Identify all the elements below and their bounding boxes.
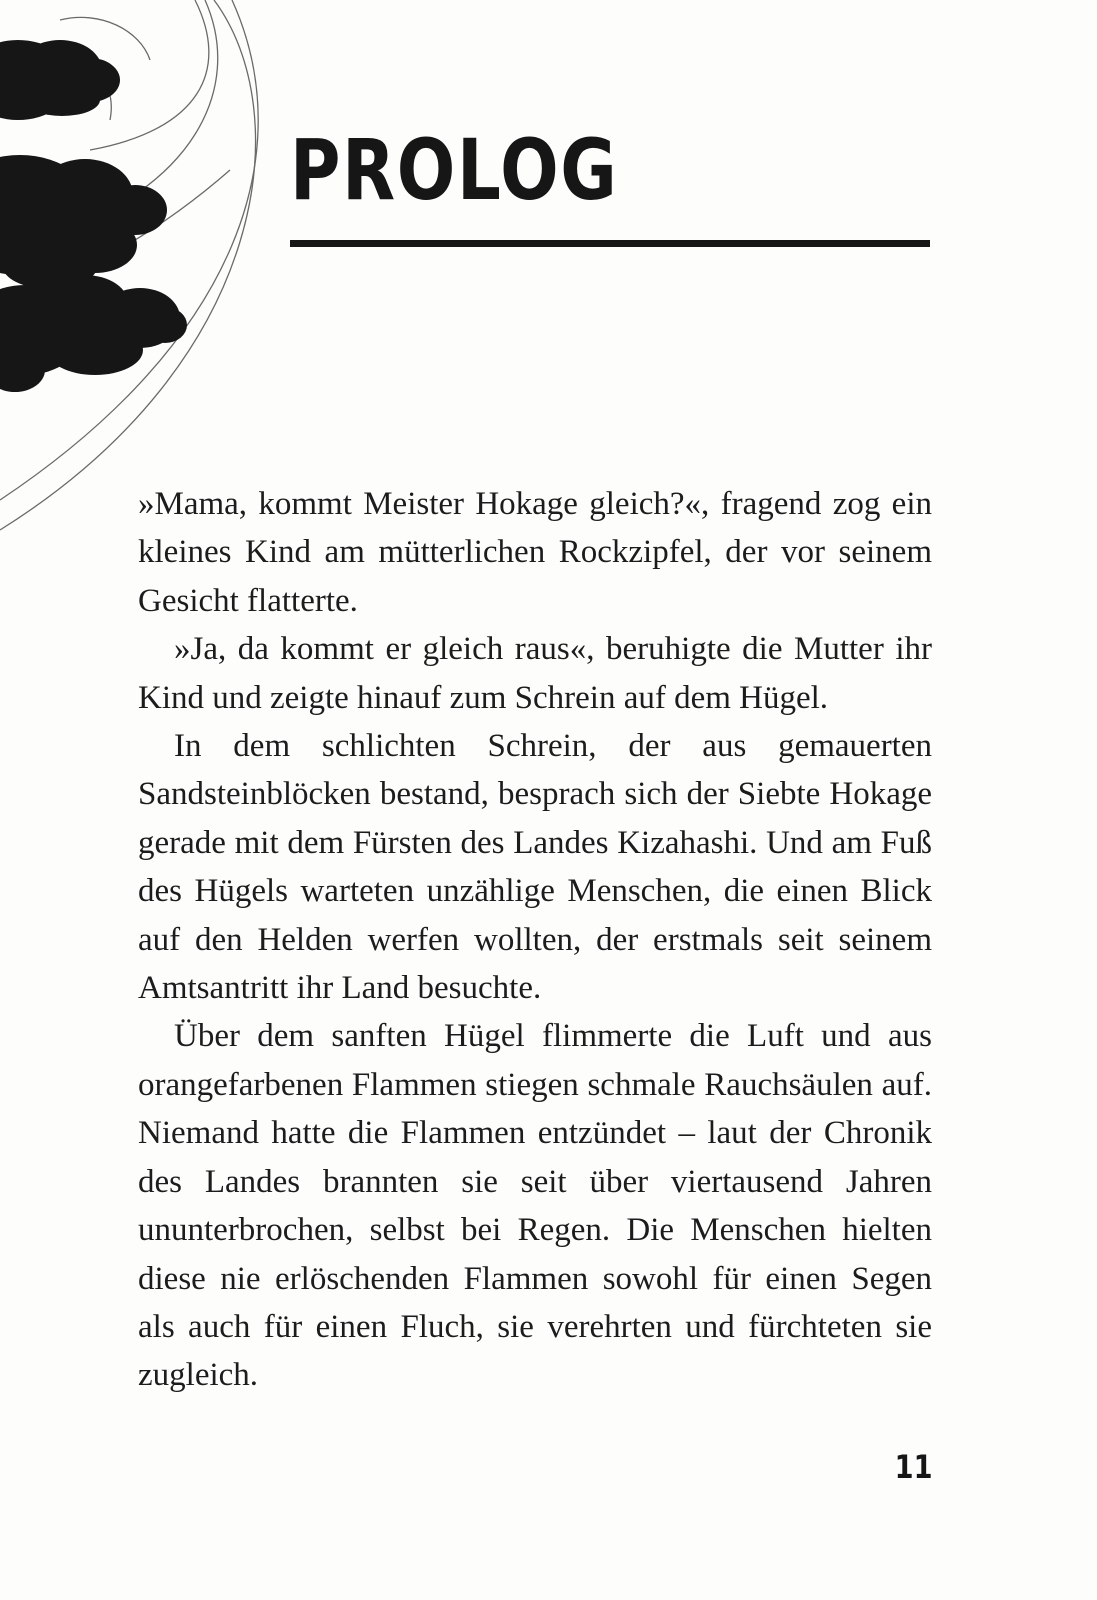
title-underline — [290, 240, 930, 247]
paragraph: »Mama, kommt Meister Hokage gleich?«, fragend zog ein kleines Kind am mütterlichen Rockzipfel, der vor seinem Gesicht flatterte. — [138, 486, 932, 619]
chapter-title: PROLOG — [290, 121, 619, 219]
paragraph: In dem schlichten Schrein, der aus gemauerten Sandsteinblöcken bestand, besprach sich der Siebte Hokage gerade mit dem Fürsten des Landes Kizahashi. Und am Fuß des Hügels warteten unzählige Menschen, die einen Blick auf den Helden werfen wollten, der erstmals seit seinem Amtsantritt ihr Land besuchte. — [138, 728, 932, 1007]
page-number: 11 — [895, 1448, 933, 1486]
chapter-body — [138, 480, 932, 1400]
paragraph: »Ja, da kommt er gleich raus«, beruhigte die Mutter ihr Kind und zeigte hinauf zum Schrein auf dem Hügel. — [138, 631, 932, 716]
paragraph: Über dem sanften Hügel flimmerte die Luft und aus orangefarbenen Flammen stiegen schmale Rauchsäulen auf. Niemand hatte die Flammen entzündet – laut der Chronik des Landes brannten sie seit über viertausend Jahren ununterbrochen, selbst bei Regen. Die Menschen hielten diese nie erlöschenden Flammen sowohl für einen Segen als auch für einen Fluch, sie verehrten und fürchteten sie zugleich. — [138, 1018, 932, 1394]
cloud-swirl-ornament-icon — [0, 0, 300, 560]
